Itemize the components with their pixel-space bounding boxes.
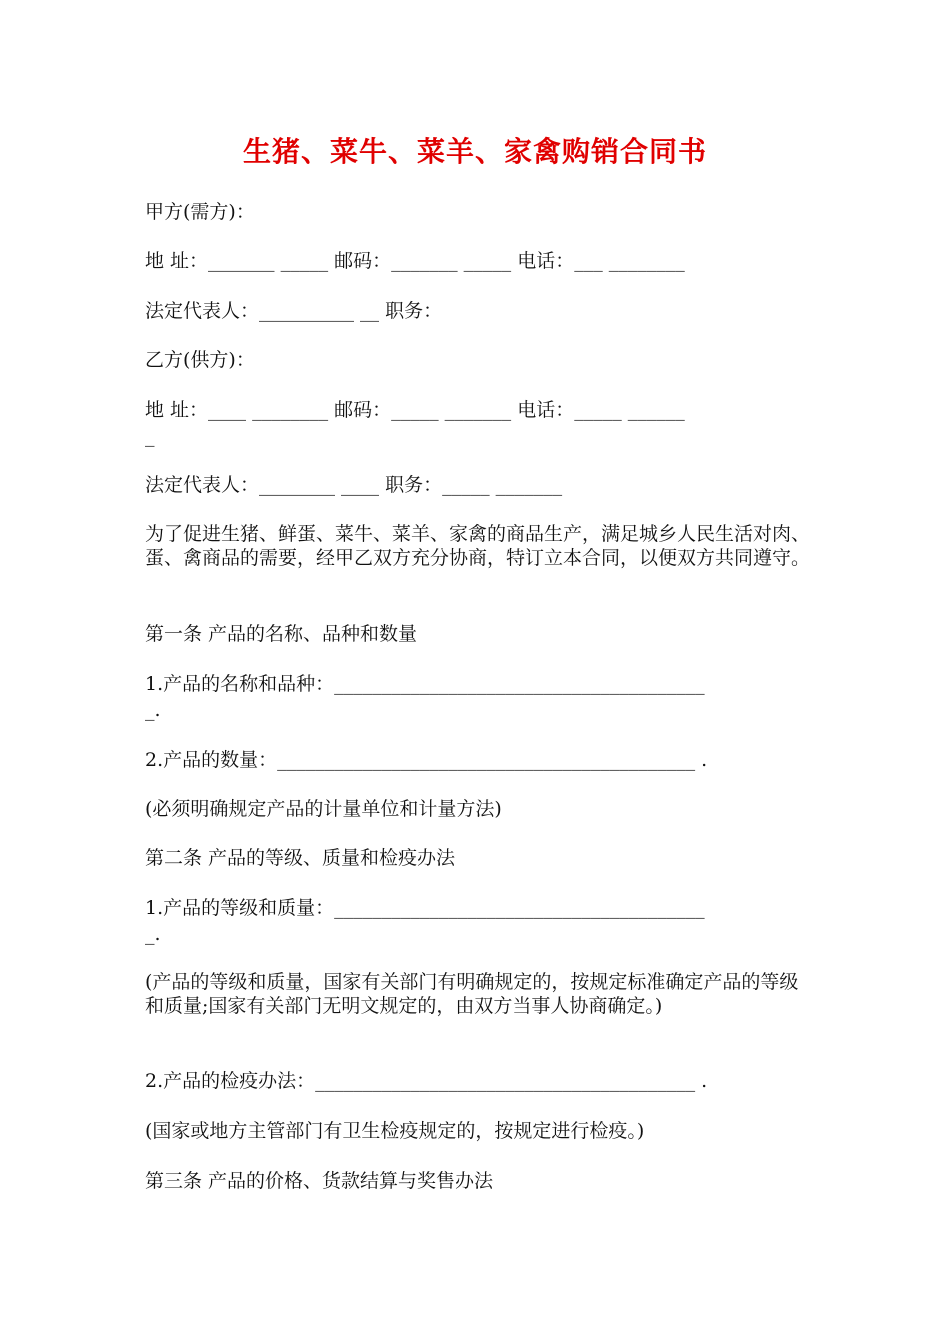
article-1-item-1-cont: _. — [145, 699, 161, 721]
article-1-note: (必须明确规定产品的计量单位和计量方法) — [145, 798, 502, 820]
intro-paragraph: 为了促进生猪、鲜蛋、菜牛、菜羊、家禽的商品生产，满足城乡人民生活对肉、蛋、禽商品的需要，经甲乙双方充分协商，特订立本合同，以便双方共同遵守。 — [145, 523, 811, 569]
article-1-item-2: 2.产品的数量：____________________________________________ . — [145, 749, 708, 771]
article-1-item-1: 1.产品的名称和品种：_______________________________________ — [145, 673, 705, 695]
article-2-note-2: (国家或地方主管部门有卫生检疫规定的，按规定进行检疫。) — [145, 1120, 645, 1142]
document-title: 生猪、菜牛、菜羊、家禽购销合同书 — [242, 135, 707, 168]
article-2-item-2: 2.产品的检疫办法：________________________________________ . — [145, 1070, 708, 1092]
party-b-address-line: 地 址：____ ________ 邮码：_____ _______ 电话：_____ ______ — [145, 399, 685, 421]
party-a-representative-line: 法定代表人：__________ __ 职务： — [145, 300, 443, 322]
party-a-label: 甲方(需方)： — [145, 201, 255, 223]
party-b-address-line-cont: _ — [145, 425, 155, 447]
party-a-address-line: 地 址：_______ _____ 邮码：_______ _____ 电话：___ ________ — [145, 250, 685, 272]
article-3-heading: 第三条 产品的价格、货款结算与奖售办法 — [145, 1170, 494, 1192]
article-2-heading: 第二条 产品的等级、质量和检疫办法 — [145, 847, 456, 869]
article-2-item-1-cont: _. — [145, 923, 161, 945]
article-1-heading: 第一条 产品的名称、品种和数量 — [145, 623, 418, 645]
article-2-note: (产品的等级和质量，国家有关部门有明确规定的，按规定标准确定产品的等级和质量;国家有关部门无明文规定的，由双方当事人协商确定。) — [145, 971, 799, 1017]
party-b-representative-line: 法定代表人：________ ____ 职务：_____ _______ — [145, 474, 563, 496]
party-b-label: 乙方(供方)： — [145, 349, 255, 371]
article-2-item-1: 1.产品的等级和质量：_______________________________________ — [145, 897, 705, 919]
